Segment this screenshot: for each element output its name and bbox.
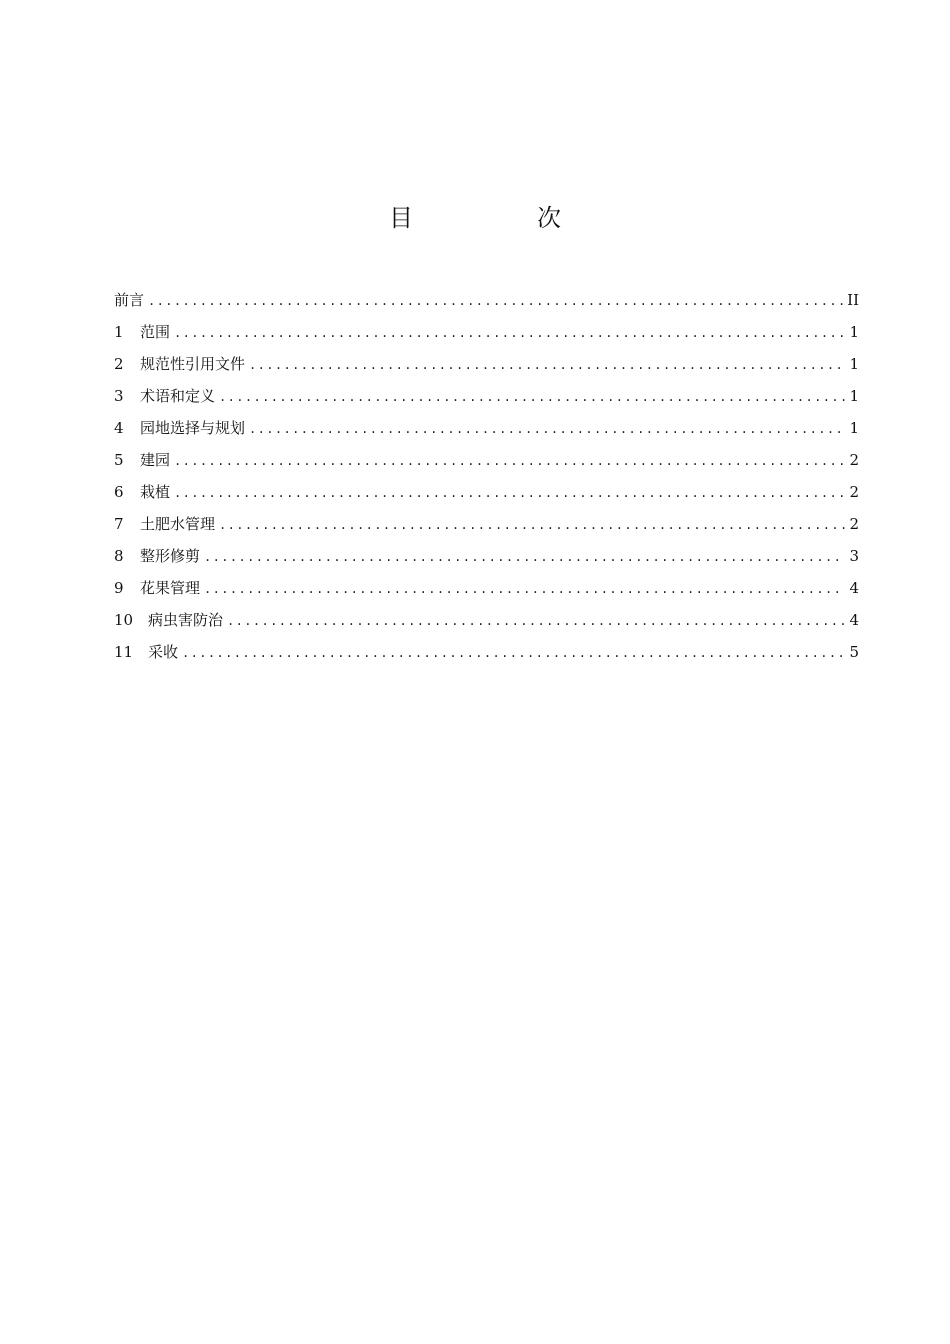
toc-dot-leader	[174, 445, 845, 477]
toc-entry-9[interactable]	[114, 572, 859, 604]
toc-entry-label: 土肥水管理	[140, 515, 216, 533]
toc-entry-7[interactable]	[114, 508, 859, 540]
toc-entry-1[interactable]	[114, 316, 859, 348]
toc-entry-6[interactable]	[114, 476, 859, 508]
toc-entry-page: 3	[849, 547, 859, 565]
toc-entry-label: 规范性引用文件	[140, 355, 246, 373]
toc-entry-label: 病虫害防治	[148, 611, 224, 629]
toc-entry-label: 采收	[148, 643, 179, 661]
toc-entry-10[interactable]	[114, 604, 859, 636]
toc-entry-label: 术语和定义	[140, 387, 216, 405]
toc-entry-label: 建园	[140, 451, 171, 469]
toc-entry-label: 前言	[114, 291, 145, 309]
toc-entry-label: 花果管理	[140, 579, 201, 597]
toc-entry-page: 4	[849, 611, 859, 629]
toc-entry-foreword[interactable]	[114, 284, 859, 316]
toc-dot-leader	[219, 509, 845, 541]
toc-entry-page: 2	[849, 451, 859, 469]
toc-entry-number: 2	[114, 355, 124, 373]
toc-entry-8[interactable]	[114, 540, 859, 572]
toc-entry-page: 2	[849, 483, 859, 501]
toc-entry-page: 4	[849, 579, 859, 597]
toc-dot-leader	[204, 541, 845, 573]
toc-entry-number: 6	[114, 483, 124, 501]
toc-entry-number: 8	[114, 547, 124, 565]
toc-entry-number: 10	[114, 611, 134, 629]
toc-dot-leader	[219, 381, 845, 413]
toc-entry-number: 3	[114, 387, 124, 405]
toc-dot-leader	[174, 477, 845, 509]
toc-entry-2[interactable]	[114, 348, 859, 380]
toc-entry-4[interactable]	[114, 412, 859, 444]
toc-entry-3[interactable]	[114, 380, 859, 412]
toc-entry-page: 5	[849, 643, 859, 661]
toc-entry-11[interactable]	[114, 636, 859, 668]
page-title: 目 次	[389, 204, 611, 232]
toc-entry-label: 栽植	[140, 483, 171, 501]
toc-entry-number: 1	[114, 323, 124, 341]
toc-entry-page: II	[847, 291, 859, 309]
toc-entry-page: 1	[849, 355, 859, 373]
toc-entry-5[interactable]	[114, 444, 859, 476]
toc-entry-page: 1	[849, 387, 859, 405]
toc-entry-page: 2	[849, 515, 859, 533]
toc-dot-leader	[204, 573, 845, 605]
toc-entry-number: 9	[114, 579, 124, 597]
toc-entry-number: 4	[114, 419, 124, 437]
toc-dot-leader	[249, 413, 845, 445]
toc-entry-number: 7	[114, 515, 124, 533]
toc-dot-leader	[249, 349, 845, 381]
toc-dot-leader	[148, 285, 843, 317]
toc-entry-label: 园地选择与规划	[140, 419, 246, 437]
table-of-contents	[114, 284, 859, 668]
toc-entry-page: 1	[849, 419, 859, 437]
toc-dot-leader	[174, 317, 845, 349]
toc-entry-number: 11	[114, 643, 134, 661]
toc-entry-page: 1	[849, 323, 859, 341]
toc-entry-number: 5	[114, 451, 124, 469]
toc-dot-leader	[182, 637, 845, 669]
toc-dot-leader	[227, 605, 845, 637]
toc-entry-label: 整形修剪	[140, 547, 201, 565]
toc-entry-label: 范围	[140, 323, 171, 341]
